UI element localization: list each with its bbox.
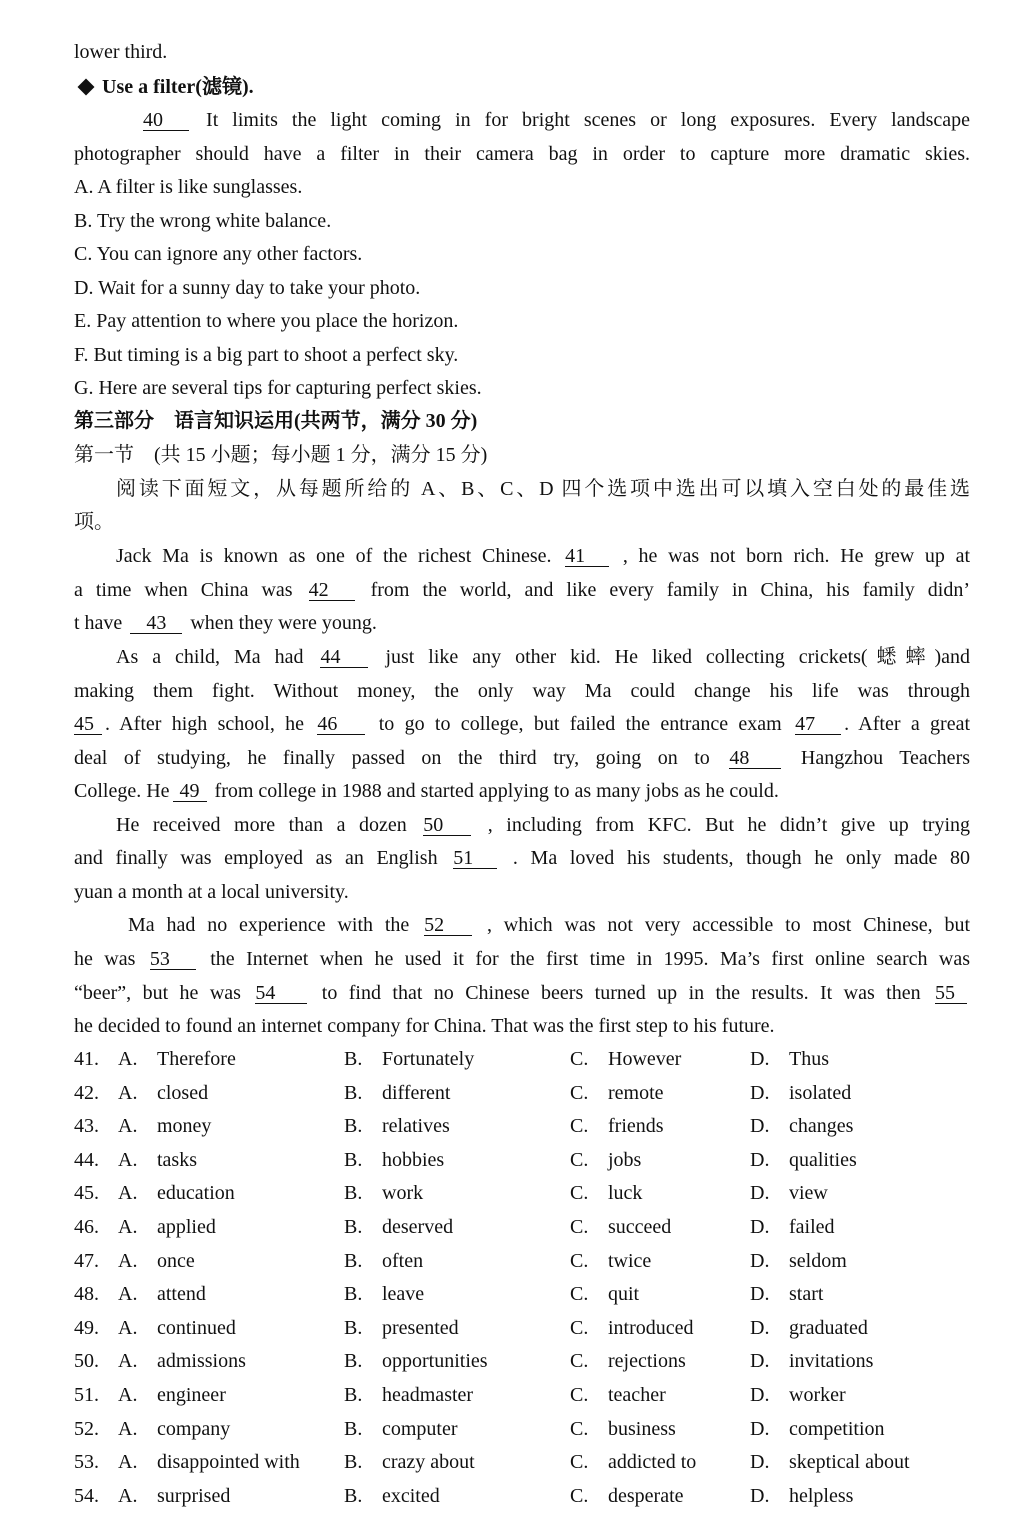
passage-text: He received more than a dozen (116, 814, 407, 836)
question-row (74, 1215, 970, 1239)
question-number: 51. (74, 1384, 99, 1406)
option-c: C. You can ignore any other factors. (74, 243, 363, 265)
option-a: A. A filter is like sunglasses. (74, 176, 303, 198)
question-row (74, 1316, 970, 1340)
passage-text: just like any other kid. He liked collecting crickets(蟋蟀)and (385, 646, 971, 668)
choice-c: business (608, 1418, 676, 1440)
choice-c: succeed (608, 1216, 672, 1238)
passage-text: College. He (74, 780, 170, 802)
question-row (74, 1450, 970, 1474)
choice-c: However (608, 1048, 682, 1070)
choice-c: jobs (608, 1149, 642, 1171)
choice-letter-d: D. (750, 1149, 770, 1171)
choice-letter-c: C. (570, 1283, 589, 1305)
choice-a: applied (157, 1216, 216, 1238)
choice-c: remote (608, 1082, 664, 1104)
passage-text: from college in 1988 and started applying to as many jobs as he could. (214, 780, 779, 802)
passage-line (116, 544, 970, 568)
instruction-line-1: 阅读下面短文，从每题所给的 A、B、C、D 四个选项中选出可以填入空白处的最佳选 (116, 478, 970, 500)
passage-text: when they were young. (190, 612, 377, 634)
blank-42: 42 (309, 580, 355, 601)
blank-48: 48 (729, 748, 781, 769)
text-40b: photographer should have a filter in their camera bag in order to capture more dramatic skies. (74, 143, 970, 165)
choice-letter-d: D. (750, 1115, 770, 1137)
section1-title: 第一节 (共 15 小题；每小题 1 分，满分 15 分) (74, 444, 488, 466)
choice-letter-a: A. (118, 1451, 138, 1473)
choice-d: seldom (789, 1250, 847, 1272)
choice-letter-d: D. (750, 1048, 770, 1070)
choice-letter-a: A. (118, 1149, 138, 1171)
question-number: 46. (74, 1216, 99, 1238)
diamond-bullet-icon (78, 79, 95, 96)
choice-c: desperate (608, 1485, 684, 1507)
choice-letter-a: A. (118, 1418, 138, 1440)
choice-letter-b: B. (344, 1418, 363, 1440)
choice-letter-d: D. (750, 1317, 770, 1339)
question-number: 48. (74, 1283, 99, 1305)
option-b: B. Try the wrong white balance. (74, 210, 332, 232)
option-e: E. Pay attention to where you place the horizon. (74, 310, 459, 332)
choice-b: work (382, 1182, 424, 1204)
question-row (74, 1484, 970, 1508)
choice-letter-c: C. (570, 1082, 589, 1104)
question-number: 54. (74, 1485, 99, 1507)
passage-line (74, 611, 970, 635)
instruction-line-2: 项。 (74, 511, 114, 533)
choice-letter-b: B. (344, 1283, 363, 1305)
question-number: 49. (74, 1317, 99, 1339)
choice-b: presented (382, 1317, 459, 1339)
choice-letter-d: D. (750, 1250, 770, 1272)
passage-text: , he was not born rich. He grew up at (622, 545, 971, 567)
choice-a: continued (157, 1317, 236, 1339)
question-row (74, 1383, 970, 1407)
passage-line (116, 645, 970, 669)
blank-47: 47 (795, 714, 841, 735)
blank-49: 49 (173, 781, 207, 802)
option-d: D. Wait for a sunny day to take your photo. (74, 277, 421, 299)
question-row (74, 1081, 970, 1105)
question-number: 52. (74, 1418, 99, 1440)
passage-text: . After high school, he (105, 713, 305, 735)
passage-text: . After a great (844, 713, 970, 735)
blank-55: 55 (935, 983, 967, 1004)
blank-44: 44 (320, 647, 368, 668)
choice-letter-d: D. (750, 1451, 770, 1473)
choice-c: twice (608, 1250, 652, 1272)
choice-letter-a: A. (118, 1216, 138, 1238)
blank-40: 40 (143, 110, 189, 131)
choice-letter-c: C. (570, 1250, 589, 1272)
passage-line (74, 578, 970, 602)
choice-letter-b: B. (344, 1384, 363, 1406)
passage-text: t have (74, 612, 123, 634)
passage-text: As a child, Ma had (116, 646, 304, 668)
choice-letter-c: C. (570, 1485, 589, 1507)
question-row (74, 1148, 970, 1172)
choice-letter-c: C. (570, 1048, 589, 1070)
passage-line (74, 846, 970, 870)
choice-letter-b: B. (344, 1451, 363, 1473)
choice-letter-a: A. (118, 1182, 138, 1204)
question-number: 43. (74, 1115, 99, 1137)
passage-text: . Ma loved his students, though he only made 80 (512, 847, 971, 869)
choice-b: often (382, 1250, 424, 1272)
question-number: 42. (74, 1082, 99, 1104)
choice-letter-a: A. (118, 1283, 138, 1305)
passage-text: deal of studying, he finally passed on the third try, going on to (74, 747, 710, 769)
choice-d: qualities (789, 1149, 857, 1171)
choice-letter-b: B. (344, 1250, 363, 1272)
choice-b: crazy about (382, 1451, 475, 1473)
question-row (74, 1114, 970, 1138)
choice-c: quit (608, 1283, 640, 1305)
choice-a: tasks (157, 1149, 197, 1171)
choice-b: hobbies (382, 1149, 445, 1171)
choice-letter-b: B. (344, 1082, 363, 1104)
choice-a: money (157, 1115, 212, 1137)
passage-text: and finally was employed as an English (74, 847, 438, 869)
text-40a: It limits the light coming in for bright scenes or long exposures. Every landscape (206, 109, 971, 131)
passage-text: , including from KFC. But he didn’t give up trying (487, 814, 971, 836)
blank-50: 50 (423, 815, 471, 836)
choice-d: invitations (789, 1350, 874, 1372)
choice-letter-b: B. (344, 1485, 363, 1507)
choice-letter-a: A. (118, 1115, 138, 1137)
choice-letter-a: A. (118, 1082, 138, 1104)
choice-d: view (789, 1182, 828, 1204)
choice-b: computer (382, 1418, 458, 1440)
question-row (74, 1181, 970, 1205)
choice-c: introduced (608, 1317, 694, 1339)
passage-text: a time when China was (74, 579, 293, 601)
previous-text-tail: lower third. (74, 41, 168, 63)
blank-46: 46 (317, 714, 365, 735)
choice-a: education (157, 1182, 235, 1204)
choice-a: Therefore (157, 1048, 236, 1070)
choice-letter-b: B. (344, 1149, 363, 1171)
choice-c: luck (608, 1182, 643, 1204)
choice-a: disappointed with (157, 1451, 300, 1473)
choice-d: helpless (789, 1485, 854, 1507)
choice-b: opportunities (382, 1350, 488, 1372)
passage-text: Ma had no experience with the (128, 914, 410, 936)
passage-line (74, 746, 970, 770)
choice-a: engineer (157, 1384, 226, 1406)
choice-letter-d: D. (750, 1082, 770, 1104)
passage-text: , which was not very accessible to most Chinese, but (486, 914, 971, 936)
passage-text: to go to college, but failed the entrance exam (378, 713, 782, 735)
choice-letter-b: B. (344, 1216, 363, 1238)
choice-b: deserved (382, 1216, 454, 1238)
choice-b: relatives (382, 1115, 450, 1137)
choice-a: once (157, 1250, 195, 1272)
passage-line (128, 913, 970, 937)
choice-letter-a: A. (118, 1485, 138, 1507)
choice-letter-c: C. (570, 1216, 589, 1238)
passage-line: yuan a month at a local university. (74, 881, 349, 903)
choice-letter-c: C. (570, 1451, 589, 1473)
choice-b: leave (382, 1283, 425, 1305)
choice-letter-c: C. (570, 1149, 589, 1171)
choice-b: headmaster (382, 1384, 474, 1406)
choice-letter-c: C. (570, 1317, 589, 1339)
choice-d: failed (789, 1216, 835, 1238)
choice-d: worker (789, 1384, 846, 1406)
choice-letter-b: B. (344, 1350, 363, 1372)
choice-c: addicted to (608, 1451, 697, 1473)
choice-letter-a: A. (118, 1250, 138, 1272)
choice-letter-a: A. (118, 1384, 138, 1406)
passage-line (74, 947, 970, 971)
choice-a: closed (157, 1082, 209, 1104)
choice-letter-d: D. (750, 1182, 770, 1204)
choice-d: Thus (789, 1048, 829, 1070)
choice-letter-b: B. (344, 1182, 363, 1204)
choice-a: company (157, 1418, 231, 1440)
question-row (74, 1249, 970, 1273)
choice-c: teacher (608, 1384, 666, 1406)
choice-d: competition (789, 1418, 885, 1440)
passage-line (74, 779, 970, 803)
question-row (74, 1349, 970, 1373)
choice-c: friends (608, 1115, 664, 1137)
choice-b: different (382, 1082, 451, 1104)
choice-d: skeptical about (789, 1451, 910, 1473)
blank-45: 45 (74, 714, 102, 735)
passage-line (74, 712, 970, 736)
choice-letter-d: D. (750, 1485, 770, 1507)
blank-43: 43 (130, 613, 182, 634)
option-f: F. But timing is a big part to shoot a perfect sky. (74, 344, 459, 366)
choice-letter-b: B. (344, 1115, 363, 1137)
passage-text: the Internet when he used it for the first time in 1995. Ma’s first online search was (210, 948, 970, 970)
choice-b: Fortunately (382, 1048, 475, 1070)
option-g: G. Here are several tips for capturing perfect skies. (74, 377, 482, 399)
filter-heading (74, 75, 970, 99)
choice-d: graduated (789, 1317, 868, 1339)
part3-title: 第三部分 语言知识运用(共两节，满分 30 分) (74, 410, 478, 432)
choice-letter-b: B. (344, 1317, 363, 1339)
choice-letter-a: A. (118, 1317, 138, 1339)
choice-letter-b: B. (344, 1048, 363, 1070)
blank-54: 54 (255, 983, 307, 1004)
choice-a: attend (157, 1283, 206, 1305)
choice-letter-d: D. (750, 1283, 770, 1305)
choice-letter-c: C. (570, 1115, 589, 1137)
passage-text: to find that no Chinese beers turned up in the results. It was then (321, 982, 921, 1004)
question-row (74, 1047, 970, 1071)
passage-line: he decided to found an internet company for China. That was the first step to his future. (74, 1015, 775, 1037)
choice-b: excited (382, 1485, 440, 1507)
blank-53: 53 (150, 949, 196, 970)
question-number: 45. (74, 1182, 99, 1204)
passage-line (74, 981, 970, 1005)
choice-d: isolated (789, 1082, 852, 1104)
choice-letter-d: D. (750, 1216, 770, 1238)
choice-letter-c: C. (570, 1384, 589, 1406)
choice-letter-d: D. (750, 1384, 770, 1406)
choice-a: admissions (157, 1350, 246, 1372)
passage-line (116, 813, 970, 837)
choice-d: start (789, 1283, 824, 1305)
blank-41: 41 (565, 546, 609, 567)
passage-line: making them fight. Without money, the only way Ma could change his life was through (74, 680, 970, 702)
passage-text: Jack Ma is known as one of the richest Chinese. (116, 545, 552, 567)
question-row (74, 1417, 970, 1441)
choice-letter-c: C. (570, 1350, 589, 1372)
choice-letter-a: A. (118, 1048, 138, 1070)
question-number: 41. (74, 1048, 99, 1070)
passage-text: he was (74, 948, 136, 970)
choice-d: changes (789, 1115, 854, 1137)
blank-51: 51 (453, 848, 497, 869)
blank-52: 52 (424, 915, 472, 936)
blank-40-line (140, 108, 970, 132)
passage-text: Hangzhou Teachers (800, 747, 971, 769)
question-number: 50. (74, 1350, 99, 1372)
question-row (74, 1282, 970, 1306)
choice-letter-d: D. (750, 1418, 770, 1440)
choice-letter-c: C. (570, 1418, 589, 1440)
question-number: 47. (74, 1250, 99, 1272)
choice-letter-a: A. (118, 1350, 138, 1372)
passage-text: “beer”, but he was (74, 982, 241, 1004)
question-number: 44. (74, 1149, 99, 1171)
choice-a: surprised (157, 1485, 231, 1507)
filter-heading-text: Use a filter(滤镜). (102, 76, 254, 98)
choice-letter-c: C. (570, 1182, 589, 1204)
choice-c: rejections (608, 1350, 686, 1372)
passage-text: from the world, and like every family in China, his family didn’ (370, 579, 971, 601)
choice-letter-d: D. (750, 1350, 770, 1372)
question-number: 53. (74, 1451, 99, 1473)
